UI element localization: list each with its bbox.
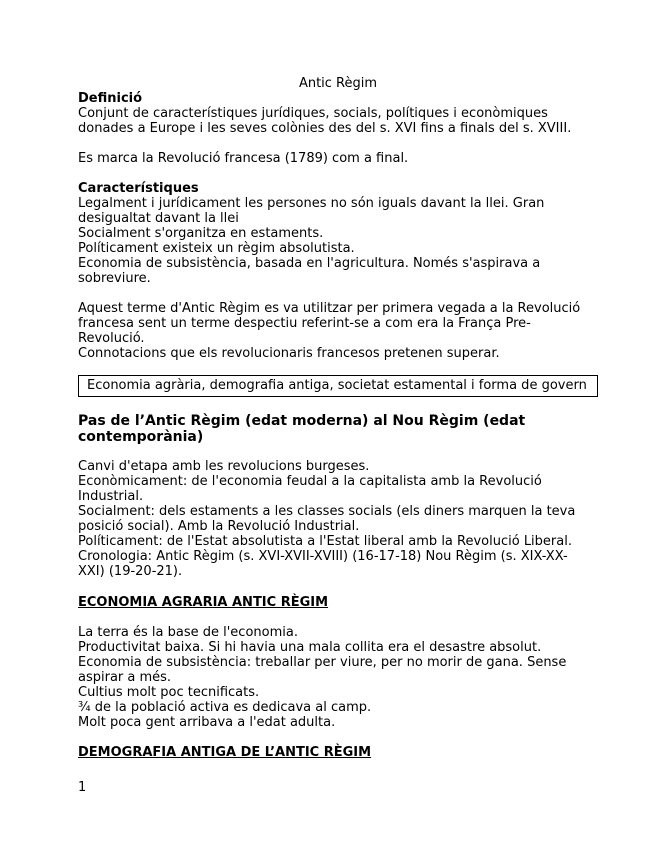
document-page	[78, 76, 598, 760]
pas-heading-line: Pas de l’Antic Règim (edat moderna) al Nou Règim (edat	[78, 413, 526, 429]
caracteristiques-line: Socialment s'organitza en estaments.	[78, 226, 324, 241]
summary-box: Economia agrària, demografia antiga, societat estamental i forma de govern	[78, 375, 598, 397]
page-number: 1	[78, 780, 87, 795]
caracteristiques-line: Legalment i jurídicament les persones no són iguals davant la llei. Gran	[78, 196, 545, 211]
pas-line: Políticament: de l'Estat absolutista a l'Estat liberal amb la Revolució Liberal.	[78, 534, 572, 549]
terme-line: Aquest terme d'Antic Règim es va utilitzar per primera vegada a la Revolució	[78, 301, 581, 316]
caracteristiques-line: Economia de subsistència, basada en l'agricultura. Només s'aspirava a	[78, 256, 541, 271]
definicio-line: Conjunt de característiques jurídiques, socials, polítiques i econòmiques	[78, 106, 548, 121]
caracteristiques-line: sobreviure.	[78, 271, 151, 286]
definicio-heading: Definició	[78, 91, 143, 106]
definicio-note: Es marca la Revolució francesa (1789) com a final.	[78, 151, 409, 166]
pas-line: Socialment: dels estaments a les classes socials (els diners marquen la teva	[78, 504, 576, 519]
economia-line: Productivitat baixa. Si hi havia una mala collita era el desastre absolut.	[78, 640, 542, 655]
caracteristiques-line: desigualtat davant la llei	[78, 211, 239, 226]
economia-line: aspirar a més.	[78, 670, 172, 685]
pas-line: Industrial.	[78, 489, 144, 504]
pas-line: Canvi d'etapa amb les revolucions burgeses.	[78, 459, 370, 474]
pas-heading-line: contemporània)	[78, 429, 204, 445]
caracteristiques-heading: Característiques	[78, 181, 199, 196]
pas-line: posició social). Amb la Revolució Industrial.	[78, 519, 360, 534]
economia-line: Molt poca gent arribava a l'edat adulta.	[78, 715, 336, 730]
economia-line: Economia de subsistència: treballar per viure, per no morir de gana. Sense	[78, 655, 567, 670]
economia-line: La terra és la base de l'economia.	[78, 625, 298, 640]
economia-line: Cultius molt poc tecnificats.	[78, 685, 260, 700]
pas-line: XXI) (19-20-21).	[78, 564, 183, 579]
terme-line: francesa sent un terme despectiu referint-se a com era la França Pre-	[78, 316, 531, 331]
terme-line: Connotacions que els revolucionaris francesos pretenen superar.	[78, 346, 500, 361]
definicio-line: donades a Europe i les seves colònies des del s. XVI fins a finals del s. XVIII.	[78, 121, 572, 136]
page-title: Antic Règim	[298, 76, 378, 91]
demografia-heading: DEMOGRAFIA ANTIGA DE L’ANTIC RÈGIM	[78, 745, 372, 760]
terme-line: Revolució.	[78, 331, 145, 346]
pas-line: Econòmicament: de l'economia feudal a la capitalista amb la Revolució	[78, 474, 542, 489]
economia-line: ¾ de la població activa es dedicava al camp.	[78, 700, 372, 715]
caracteristiques-line: Políticament existeix un règim absolutista.	[78, 241, 355, 256]
economia-heading: ECONOMIA AGRARIA ANTIC RÈGIM	[78, 595, 329, 610]
pas-line: Cronologia: Antic Règim (s. XVI-XVII-XVIII) (16-17-18) Nou Règim (s. XIX-XX-	[78, 549, 568, 564]
